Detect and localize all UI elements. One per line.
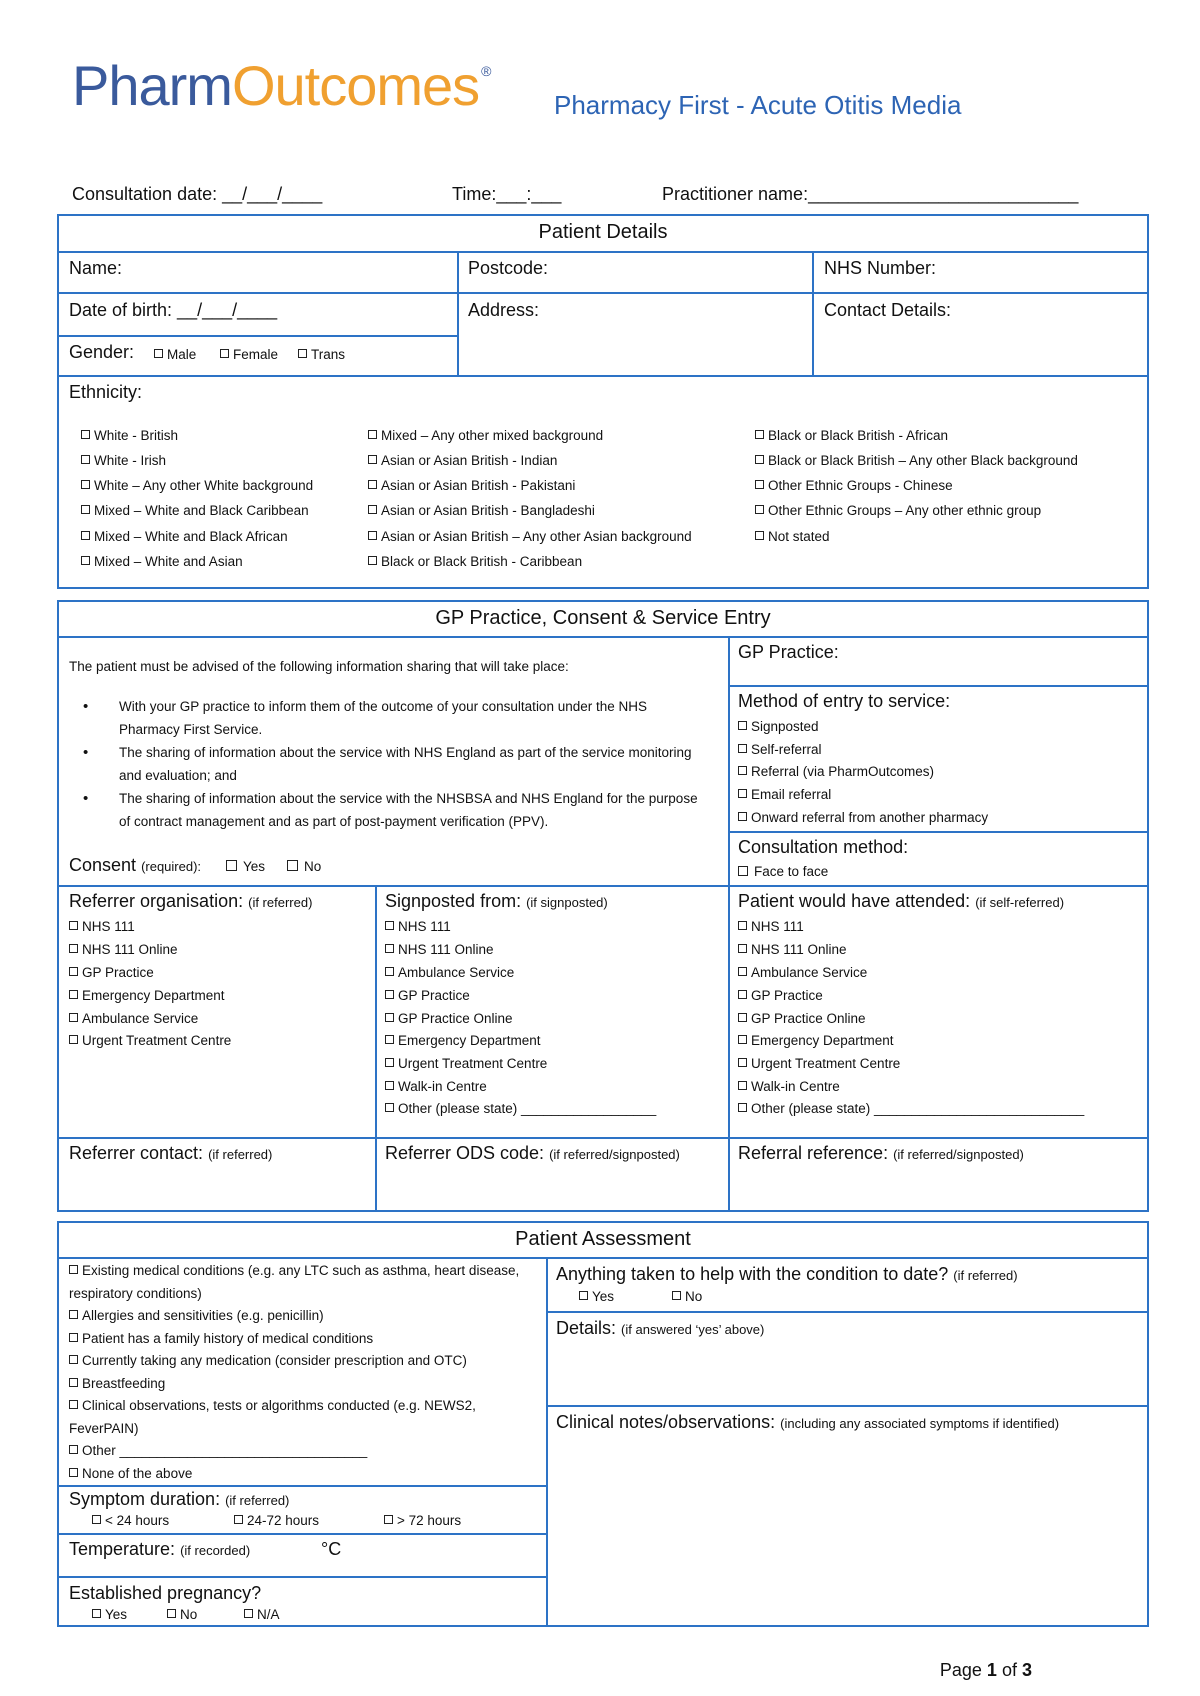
ethnicity-option[interactable]: Asian or Asian British - Pakistani xyxy=(368,478,575,493)
duration-option[interactable]: 24-72 hours xyxy=(234,1513,319,1528)
info-sharing-bullet: • The sharing of information about the service with the NHSBSA and NHS England for the purpose of contract management and as part of post-payment verification (PPV). xyxy=(69,787,699,833)
referrer-org-option[interactable]: NHS 111 xyxy=(69,919,135,934)
consent-label: Consent (required): xyxy=(69,855,202,875)
checklist-item[interactable]: Existing medical conditions (e.g. any LTC such as asthma, heart disease, respiratory conditions) xyxy=(69,1263,520,1301)
patient-details-heading: Patient Details xyxy=(538,221,668,243)
referrer-contact-field[interactable]: Referrer contact: (if referred) xyxy=(69,1143,273,1163)
ethnicity-option[interactable]: Mixed – White and Asian xyxy=(81,554,243,569)
temperature-unit: °C xyxy=(321,1539,342,1559)
checklist-item[interactable]: Other _________________________________ xyxy=(69,1440,539,1463)
referrer-org-option[interactable]: NHS 111 Online xyxy=(69,942,178,957)
ethnicity-option[interactable]: Black or Black British - Caribbean xyxy=(368,554,582,569)
info-sharing-list xyxy=(69,695,699,833)
checkbox[interactable] xyxy=(226,860,237,871)
gender-label: Gender: xyxy=(69,342,135,362)
page-indicator: Page 1 of 3 xyxy=(939,1660,1032,1680)
patient-assessment-heading: Patient Assessment xyxy=(515,1228,691,1250)
consent-no-option[interactable]: No xyxy=(287,859,321,874)
referrer-org-option[interactable]: Emergency Department xyxy=(69,988,225,1003)
referrer-org-option[interactable]: Ambulance Service xyxy=(69,1011,198,1026)
would-have-attended-label: Patient would have attended: (if self-referred) xyxy=(738,891,1065,911)
info-sharing-intro: The patient must be advised of the following information sharing that will take place: xyxy=(69,659,569,674)
ethnicity-option[interactable]: Other Ethnic Groups – Any other ethnic group xyxy=(755,503,1041,518)
ethnicity-option[interactable]: White - Irish xyxy=(81,453,166,468)
gender-female-option[interactable]: Female xyxy=(220,347,278,362)
would-attend-option[interactable]: Emergency Department xyxy=(738,1033,894,1048)
patient-details-section xyxy=(57,214,1149,589)
checklist-item[interactable]: Clinical observations, tests or algorithms conducted (e.g. NEWS2, FeverPAIN) xyxy=(69,1398,476,1436)
postcode-field[interactable]: Postcode: xyxy=(468,258,549,278)
practitioner-name-field[interactable]: Practitioner name:___________________________ xyxy=(662,184,1079,204)
consultation-method-option[interactable]: Face to face xyxy=(738,864,828,879)
would-attend-option[interactable]: Urgent Treatment Centre xyxy=(738,1056,900,1071)
pregnancy-label: Established pregnancy? xyxy=(69,1583,262,1603)
ethnicity-option[interactable]: Mixed – White and Black Caribbean xyxy=(81,503,309,518)
would-attend-option[interactable]: Walk-in Centre xyxy=(738,1079,840,1094)
duration-option[interactable]: < 24 hours xyxy=(92,1513,169,1528)
signposted-option[interactable]: Emergency Department xyxy=(385,1033,541,1048)
contact-details-field[interactable]: Contact Details: xyxy=(824,300,952,320)
gp-consent-heading: GP Practice, Consent & Service Entry xyxy=(435,607,771,629)
signposted-from-label: Signposted from: (if signposted) xyxy=(385,891,608,911)
anything-taken-yes-option[interactable]: Yes xyxy=(579,1289,614,1304)
pharmoutcomes-logo: PharmOutcomes ® xyxy=(72,54,491,117)
checkbox[interactable] xyxy=(154,349,163,358)
checkbox[interactable] xyxy=(220,349,229,358)
ethnicity-option[interactable]: Mixed – White and Black African xyxy=(81,529,288,544)
temperature-field[interactable]: Temperature: (if recorded) xyxy=(69,1539,251,1559)
page-title: Pharmacy First - Acute Otitis Media xyxy=(554,90,962,120)
consent-yes-option[interactable]: Yes xyxy=(226,859,265,874)
checklist-item[interactable]: None of the above xyxy=(69,1463,539,1486)
checkbox[interactable] xyxy=(287,860,298,871)
ethnicity-option[interactable]: Asian or Asian British - Indian xyxy=(368,453,557,468)
gp-consent-section xyxy=(57,600,1149,1212)
ethnicity-option[interactable]: Asian or Asian British - Bangladeshi xyxy=(368,503,595,518)
gender-trans-option[interactable]: Trans xyxy=(298,347,345,362)
ethnicity-option[interactable]: Not stated xyxy=(755,529,830,544)
info-sharing-bullet: • The sharing of information about the service with NHS England as part of the service monitoring and evaluation; and xyxy=(69,741,699,787)
signposted-option[interactable]: NHS 111 Online xyxy=(385,942,494,957)
signposted-option[interactable]: GP Practice Online xyxy=(385,1011,513,1026)
anything-taken-no-option[interactable]: No xyxy=(672,1289,702,1304)
ethnicity-option[interactable]: Mixed – Any other mixed background xyxy=(368,428,603,443)
would-attend-option[interactable]: GP Practice xyxy=(738,988,823,1003)
checklist-item[interactable]: Allergies and sensitivities (e.g. penicillin) xyxy=(69,1305,539,1328)
referrer-org-option[interactable]: GP Practice xyxy=(69,965,154,980)
gender-male-option[interactable]: Male xyxy=(154,347,196,362)
consultation-date-field[interactable]: Consultation date: __/___/____ xyxy=(72,184,323,204)
details-field[interactable]: Details: (if answered ‘yes’ above) xyxy=(556,1318,765,1338)
symptom-duration-label: Symptom duration: (if referred) xyxy=(69,1489,290,1509)
assessment-checklist xyxy=(69,1260,539,1485)
would-attend-option[interactable]: Ambulance Service xyxy=(738,965,867,980)
referrer-organisation-label: Referrer organisation: (if referred) xyxy=(69,891,313,911)
ethnicity-option[interactable]: Asian or Asian British – Any other Asian background xyxy=(368,529,692,544)
signposted-option[interactable]: Ambulance Service xyxy=(385,965,514,980)
signposted-option[interactable]: GP Practice xyxy=(385,988,470,1003)
would-attend-option[interactable]: NHS 111 Online xyxy=(738,942,847,957)
time-field[interactable]: Time:___:___ xyxy=(452,184,562,204)
would-attend-option[interactable]: NHS 111 xyxy=(738,919,804,934)
info-sharing-bullet: • With your GP practice to inform them of the outcome of your consultation under the NHS Pharmacy First Service. xyxy=(69,695,699,741)
pregnancy-option[interactable]: N/A xyxy=(244,1607,280,1622)
checklist-item[interactable]: Breastfeeding xyxy=(69,1373,539,1396)
nhs-number-field[interactable]: NHS Number: xyxy=(824,258,937,278)
signposted-option[interactable]: Urgent Treatment Centre xyxy=(385,1056,547,1071)
method-option[interactable]: Referral (via PharmOutcomes) xyxy=(738,764,934,779)
method-option[interactable]: Email referral xyxy=(738,787,831,802)
name-field[interactable]: Name: xyxy=(69,258,123,278)
pregnancy-option[interactable]: No xyxy=(167,1607,197,1622)
clinical-notes-field[interactable]: Clinical notes/observations: (including any associated symptoms if identified) xyxy=(556,1412,1060,1432)
consultation-method-label: Consultation method: xyxy=(738,837,909,857)
method-option[interactable]: Self-referral xyxy=(738,742,822,757)
ethnicity-option[interactable]: Other Ethnic Groups - Chinese xyxy=(755,478,953,493)
ethnicity-option[interactable]: Black or Black British - African xyxy=(755,428,948,443)
referrer-org-option[interactable]: Urgent Treatment Centre xyxy=(69,1033,231,1048)
anything-taken-label: Anything taken to help with the condition to date? (if referred) xyxy=(556,1264,1018,1284)
pregnancy-option[interactable]: Yes xyxy=(92,1607,127,1622)
ethnicity-option[interactable]: Black or Black British – Any other Black background xyxy=(755,453,1078,468)
ethnicity-option[interactable]: White – Any other White background xyxy=(81,478,313,493)
gp-practice-field[interactable]: GP Practice: xyxy=(738,642,839,662)
method-option[interactable]: Signposted xyxy=(738,719,819,734)
would-attend-other-option[interactable]: Other (please state) ____________________________ xyxy=(738,1101,1084,1116)
ethnicity-option[interactable]: White - British xyxy=(81,428,178,443)
signposted-option[interactable]: Walk-in Centre xyxy=(385,1079,487,1094)
method-of-entry-label: Method of entry to service: xyxy=(738,691,951,711)
patient-assessment-section xyxy=(57,1221,1149,1627)
dob-field[interactable]: Date of birth: __/___/____ xyxy=(69,300,278,320)
would-attend-option[interactable]: GP Practice Online xyxy=(738,1011,866,1026)
method-option[interactable]: Onward referral from another pharmacy xyxy=(738,810,988,825)
referral-reference-field[interactable]: Referral reference: (if referred/signposted) xyxy=(738,1143,1024,1163)
signposted-option[interactable]: NHS 111 xyxy=(385,919,451,934)
signposted-other-option[interactable]: Other (please state) __________________ xyxy=(385,1101,656,1116)
checkbox[interactable] xyxy=(298,349,307,358)
referrer-ods-code-field[interactable]: Referrer ODS code: (if referred/signposted) xyxy=(385,1143,680,1163)
duration-option[interactable]: > 72 hours xyxy=(384,1513,461,1528)
checklist-item[interactable]: Patient has a family history of medical conditions xyxy=(69,1328,539,1351)
checklist-item[interactable]: Currently taking any medication (consider prescription and OTC) xyxy=(69,1350,539,1373)
address-field[interactable]: Address: xyxy=(468,300,540,320)
ethnicity-label: Ethnicity: xyxy=(69,382,143,402)
